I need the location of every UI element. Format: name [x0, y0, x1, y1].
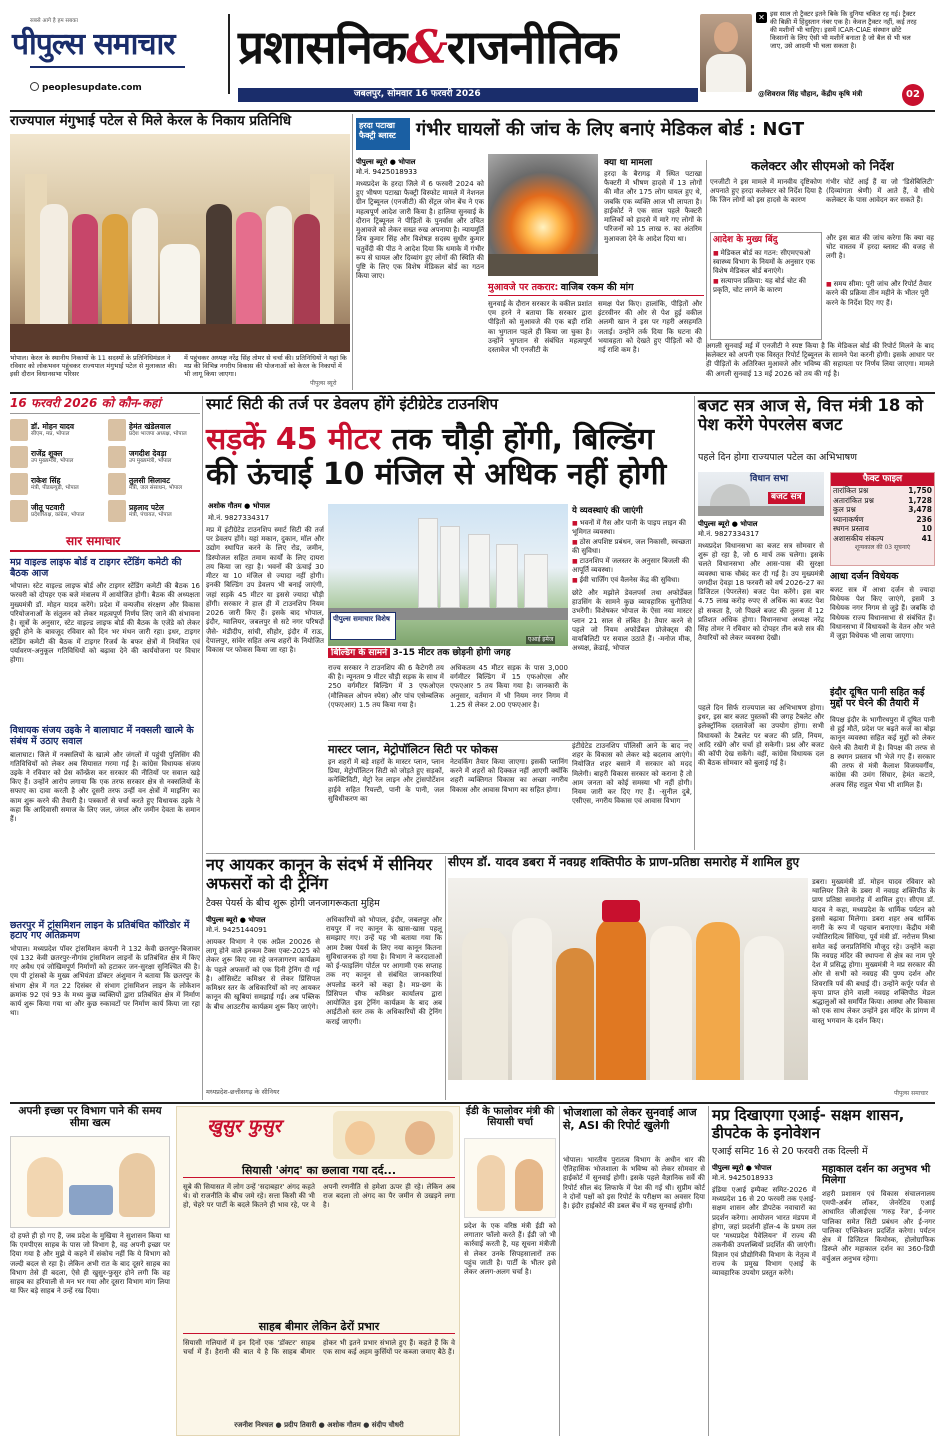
birthdays-grid	[10, 418, 200, 523]
list-head: ये व्यवस्थाएं की जाएंगी	[572, 506, 643, 516]
cm-body: डबरा। मुख्यमंत्री डॉ. मोहन यादव रविवार को ग्वालियर जिले के डबरा में नवग्रह शक्तिपीठ के प्राण प्रतिष्ठा समारोह में शामिल हुए। सीएम डॉ. यादव ने कहा, मध्यप्रदेश के धार्मिक पर्यटन को इससे बढ़ावा मिलेगा। डबरा शहर अब धार्मिक नगरी के रूप में पहचान बनाएगा। केंद्रीय मंत्री ज्योतिरादित्य सिंधिया, पूर्व मंत्री डॉ. नरोत्तम मिश्रा समेत कई जनप्रतिनिधि मौजूद रहे। उन्होंने कहा कि नवग्रह मंदिर की स्थापना से क्षेत्र का नाम पूरे देश में प्रसिद्ध होगा। मुख्यमंत्री ने मप्र सरकार की ओर से सभी को नवग्रह की पुण्य दर्शन और शिवरात्रि पर्व की बधाई दी। उन्होंने कर्पूर पर्वत से कृपा प्राप्त होने वाली नवग्रह शक्तिपीठ मेडल श्रद्धालुओं को समर्पित किया। आस्था और विकास को एक साथ लेकर उन्होंने इस मंदिर के प्रांगण में वास्तु भगवान के दर्शन किए।	[812, 878, 935, 1025]
mahakal-body: शहरी प्रशासन एवं विकास संचालनालय एमपी-अर्बन लॉकर, जेनरेटिव एआई आधारित जीआईएस 'गरुड़ रेंज', ई-नगर पालिका समेत सिटी प्रबंधन और ई-नगर पालिका एप्लिकेशन प्रदर्शित करेगा। पर्यटन क्षेत्र में डिजिटल कियोस्क, होलोग्राफिक डिस्प्ले और महाकाल दर्शन का 360-डिग्री वर्चुअल अनुभव रहेगा।	[822, 1190, 935, 1263]
birthday-entry	[10, 472, 102, 496]
budget-sub: पहले दिन होगा राज्यपाल पटेल का अभिभाषण	[698, 452, 857, 463]
birthday-entry	[10, 418, 102, 442]
tweet-author: @शिवराज सिंह चौहान, केंद्रीय कृषि मंत्री	[758, 90, 863, 98]
tax-byline: पीपुल्स ब्यूरो ● भोपाल	[206, 916, 266, 924]
cm-photo	[448, 878, 808, 1080]
fact-label: ध्यानाकर्षण	[833, 514, 864, 524]
saar-title: सार समाचार	[10, 534, 200, 552]
label-budget: बजट सत्र	[768, 492, 805, 504]
avatar	[108, 500, 126, 522]
smartcity-list-box	[572, 506, 692, 742]
cartoon-story	[10, 1106, 170, 1436]
collector-foot: अगली सुनवाई मई में एनजीटी ने स्पष्ट किया है कि मेडिकल बोर्ड की रिपोर्ट मिलने के बाद कलेक्टर को अपनी एक विस्तृत रिपोर्ट ट्रिब्यूनल के सामने पेश करनी होगी। इसके आधार पर ही पीड़ितों के अतिरिक्त मुआवजे और भविष्य की सहायता पर निर्णय लिया जाएगा। मामले की अगली सुनवाई 13 मई 2026 को तय की गई है।	[706, 342, 934, 378]
fact-value: 10	[921, 524, 932, 534]
saar-b1: भोपाल। स्टेट वाइल्ड लाइफ बोर्ड और टाइगर स्टेंडिंग कमेटी की बैठक 16 फरवरी को दोपहर एक बजे मंत्रालय में आयोजित होगी। बैठक की अध्यक्षता मुख्यमंत्री डॉ. मोहन यादव करेंगे। प्रदेश में वन्यजीव संरक्षण और विकास परियोजनाओं के संतुलन को लेकर महत्वपूर्ण निर्णय लिए जाने की संभावना है। सूत्रों के अनुसार, स्टेट वाइल्ड लाइफ बोर्ड की बैठक के एजेंडे को लेकर छुट्टी होने के बावजूद रविवार को दिन भर मंथन जारी रहा। इधर, टाइगर स्टेंडिंग कमेटी की बैठक में टाइगर रिजर्व के बफर क्षेत्रों में नियंत्रित एवं पर्यावरण-अनुकूल गतिविधियों को बढ़ावा देने की कार्ययोजना पर विचार होगा।	[10, 582, 200, 665]
bhoj-head: भोजशाला को लेकर सुनवाई आज से, ASI की रिपोर्ट खुलेगी	[563, 1106, 697, 1133]
bhoj-story	[563, 1106, 705, 1436]
birthdays-title: 16 फरवरी 2026 को कौन-कहां	[10, 396, 200, 414]
col-divider-4	[694, 396, 695, 850]
ngt-what-head: क्या था मामला	[604, 158, 653, 168]
ngt-what-body: हरदा के बैरागढ़ में स्थित पटाखा फैक्टरी में भीषण हादसे में 13 लोगों की मौत और 175 लोग घायल हुए थे, जबकि एक व्यक्ति आज भी लापता है। हाईकोर्ट ने एक साल पहले फैक्टरी मालिकों को हादसे में मारे गए लोगों के परिजनों को 15 लाख रु. का अंतरिम मुआवजा देने के आदेश दिया था।	[604, 170, 702, 243]
ngt-mobile: मो.नं. 9425018933	[356, 168, 418, 176]
website-link[interactable]	[30, 82, 142, 95]
collector-time	[826, 280, 934, 340]
list-item: ■ टाउनशिप में जलस्तर के अनुसार बिजली की आपूर्ति व्यवस्था।	[572, 557, 692, 576]
smartcity-story	[206, 396, 692, 852]
birthday-text	[129, 422, 187, 439]
list-item: ■ भवनों में गैस और पानी के पाइप लाइन की भूमिगत व्यवस्था।	[572, 519, 692, 538]
fact-row	[831, 524, 934, 534]
ed-cartoon	[464, 1138, 556, 1218]
ngt-body: मध्यप्रदेश के हरदा जिले में 6 फरवरी 2024 को हुए भीषण पटाखा फैक्ट्री विस्फोट मामले में नेशनल ग्रीन ट्रिब्यूनल (एनजीटी) की सेंट्रल जोन बेंच ने एक महत्वपूर्ण आदेश जारी किया है। हालिया सुनवाई के दौरान ट्रिब्यूनल ने पीड़ितों के पुनर्वास और उचित मुआवजे को लेकर सख्त रुख अपनाया है। न्यायमूर्ति शिव कुमार सिंह और विशेषज्ञ सदस्य सुधीर कुमार चतुर्वेदी की पीठ ने आदेश दिया कि धमाके में गंभीर रूप से घायल और दिव्यांग हुए लोगों की स्थिति की पुष्टि के लिए एक विशेष मेडिकल बोर्ड का गठन किया जाए।	[356, 180, 484, 281]
birthday-text	[31, 422, 74, 439]
ngt-blast-photo	[488, 154, 598, 276]
khusur-fusur	[176, 1106, 460, 1436]
avatar	[10, 419, 28, 441]
governor-caption-left: भोपाल। केरल के स्थानीय निकायों के 11 सदस्यों के प्रतिनिधिमंडल ने रविवार को लोकभवन पहुंचकर राज्यपाल मंगुभाई पटेल से मुलाकात की। इसी दौरान विधानसभा परिसर	[10, 354, 177, 379]
list-quote-1: छोटे और मझोले डेवलपर्स तथा अफोर्डेबल हाउसिंग के सामने कुछ व्यावहारिक चुनौतियां उभरेंगी। विशेषकर भोपाल के ऐसा नया मास्टर प्लान 21 साल से लंबित है। तैयार करने से पहले जो नियम अफोर्डेबल प्रोजेक्ट्स की वायबिलिटी पर सवाल उठाते हैं। -मनोज मीक, अध्यक्ष, क्रेडाई, भोपाल	[572, 588, 692, 653]
row-rule-2	[206, 853, 935, 854]
birthday-where: प्रदेश भाजपा अध्यक्ष, भोपाल	[129, 431, 187, 438]
ngt-comp-body: सुनवाई के दौरान सरकार के वकील प्रशांत एम हरने ने बताया कि सरकार द्वारा पीड़ितों को मुआवजे की एक बड़ी राशि का भुगतान पहले ही किया जा चुका है। उन्होंने भुगतान से संबंधित महत्वपूर्ण दस्तावेज भी एनजीटी के	[488, 300, 592, 355]
birthday-where: प्रदेशाध्यक्ष, कांग्रेस, भोपाल	[31, 512, 85, 519]
collector-story	[706, 159, 935, 392]
tweet-box	[700, 10, 925, 106]
cm-headline: सीएम डॉ. यादव डबरा में नवग्रह शक्तिपीठ के प्राण-प्रतिष्ठा समारोह में शामिल हुए	[448, 855, 800, 869]
smartcity-sub-kicker: बिल्डिंग के सामने	[328, 648, 390, 658]
section-title	[238, 18, 708, 78]
ngt-headline: गंभीर घायलों की जांच के लिए बनाएं मेडिकल बोर्ड : NGT	[416, 119, 805, 140]
page-number: 02	[902, 84, 924, 106]
avatar	[108, 446, 126, 468]
points-list	[713, 249, 819, 296]
fact-value: 3,478	[908, 505, 932, 515]
saar-h2: विधायक संजय उइके ने बालाघाट में नक्सली खात्मे के संबंध में उठाए सवाल	[10, 725, 194, 747]
collector-body-right: गंभीर चोटें आई हैं या जो 'डिसेबिलिटी' (दिव्यांगता श्रेणी) में आते हैं, वे सीधे कलेक्टर के पास आवेदन कर सकते हैं।	[826, 178, 934, 205]
smartcity-master-head: मास्टर प्लान, मेट्रोपॉलिटन सिटी पर फोकस	[328, 740, 688, 756]
fact-note: शून्यकाल की 03 सूचनाएं	[854, 543, 911, 551]
tax-mobile: मो.नं. 9425144091	[206, 926, 268, 934]
masthead-divider	[228, 14, 230, 94]
smartcity-headline-red: सड़कें 45 मीटर	[206, 422, 382, 457]
birthday-text	[129, 449, 171, 466]
fact-label: कुल प्रश्न	[833, 505, 856, 515]
fact-table	[831, 486, 934, 544]
birthday-entry	[108, 499, 200, 523]
angad-body: सूबे की सियासत में लोग उन्हें 'सदाबहार' अंगद कहते थे। वो राजनीति के बीच जमे रहे। सत्ता किसी की भी हो, चेहरे पर पार्टी के बदले कितने ही भाव रहे, पर वे अपनी रणनीति से हमेशा ऊपर ही रहे। लेकिन अब राज बदला तो अंगद का पैर जमीन से उखड़ने लगा है।	[183, 1183, 455, 1210]
birthday-name: राजेंद्र शुक्ल	[31, 448, 63, 458]
indore-head: इंदौर दूषित पानी सहित कई मुद्दों पर घेरने की तैयारी में	[830, 687, 925, 709]
fact-value: 1,728	[908, 495, 932, 505]
ai-sub: एआई समिट 16 से 20 फरवरी तक दिल्ली में	[712, 1146, 868, 1157]
ed-body: प्रदेश के एक वरिष्ठ मंत्री ईडी को लगातार फॉलो करते हैं। ईडी जो भी कार्रवाई करती है, यह सूचना मंत्रीजी से लेकर उनके सिपहसालारों तक पहुंच जाती है। पार्टी के भीतर इसे लेकर अलग-अलग चर्चा है।	[464, 1222, 556, 1277]
minister-photo	[700, 14, 752, 92]
fact-value: 41	[921, 533, 932, 543]
smartcity-sub-rest: 3-15 मीटर तक छोड़नी होगी जगह	[392, 648, 511, 658]
points-head: आदेश के मुख्य बिंदु	[713, 235, 778, 245]
logo-underline	[30, 66, 185, 68]
row-rule-3	[10, 1102, 935, 1104]
fact-row	[831, 505, 934, 515]
governor-headline: राज्यपाल मंगुभाई पटेल से मिले केरल के निकाय प्रतिनिधि	[10, 113, 292, 129]
list-item: ■ ठोस अपशिष्ट प्रबंधन, जल निकासी, स्वच्छता की सुविधा।	[572, 538, 692, 557]
governor-caption-right: में पहुंचकर अध्यक्ष नरेंद्र सिंह तोमर से चर्चा की। प्रतिनिधियों ने यहां कि मप्र की विभिन्न नगरीय विकास की योजनाओं को केरल के निकायों में भी लागू किया जाएगा।	[184, 354, 347, 379]
birthday-text	[129, 503, 172, 520]
saar-b3: भोपाल। मध्यप्रदेश पॉवर ट्रांसमिशन कंपनी ने 132 केवी छतरपुर-बिजावर एवं 132 केवी छतरपुर-नौगांव ट्रांसमिशन लाइनों के प्रतिबंधित क्षेत्र में किए गए अवैध एवं जोखिमपूर्ण निर्माणों को हटाकर जन-सुरक्षा सुनिश्चित की है। एम पी ट्रांसको के मुख्य अभियंता डॉक्टर अंशुमान ने बताया कि छतरपुर के संभाग क्षेत्र में गत 22 दिसंबर से संभाग ट्रांसमिशन लाइन के लोकेशन क्रमांक 92 एवं 93 के मध्य कुछ व्यक्तियों द्वारा प्रतिबंधित क्षेत्र में निर्माण कार्य शुरू किया गया था और कुछ रुकावटों पर निर्माण कार्य किया जा रहा था।	[10, 944, 200, 1018]
section-title-amp: &	[406, 20, 447, 74]
ed-story	[464, 1106, 556, 1436]
cartoon-image	[10, 1136, 170, 1228]
budget-story	[698, 396, 935, 852]
birthday-where: मंत्री, पंचायत, भोपाल	[129, 512, 172, 519]
birthday-name: तुलसी सिलावट	[129, 475, 170, 485]
collector-body-left: एनजीटी ने इस मामले में मानवीय दृष्टिकोण अपनाते हुए हरदा कलेक्टर को निर्देश दिया है कि जिन लोगों को इस हादसे के कारण	[710, 178, 822, 205]
smartcity-mobile: मो.नं. 9827334317	[208, 514, 270, 522]
birthday-name: प्रहलाद पटेल	[129, 502, 164, 512]
birthday-entry	[10, 499, 102, 523]
cm-credit: पीपुल्स समाचार	[894, 1090, 929, 1097]
cm-story	[448, 856, 935, 1100]
birthday-entry	[108, 472, 200, 496]
vidhansabha-photo	[698, 472, 824, 516]
avatar	[108, 473, 126, 495]
avatar	[10, 473, 28, 495]
fact-label: स्थगन प्रस्ताव	[833, 524, 869, 534]
tax-story	[206, 856, 442, 1100]
smartcity-kicker: स्मार्ट सिटी की तर्ज पर डेवलप होंगे इंटीग्रेटेड टाउनशिप	[206, 395, 499, 413]
globe-icon	[30, 82, 39, 91]
col-divider-1	[352, 114, 353, 390]
saar-b2: बालाघाट। जिले में नक्सलियों के खात्मे और जंगलों में पहुंची पुलिसिंग की गतिविधियों को लेकर अब सियासत गरमा गई है। कांग्रेस विधायक संजय उइके ने रविवार को प्रेस कॉन्फ्रेंस कर सरकार की नीतियों पर सवाल खड़े किए हैं। उन्होंने आरोप लगाया कि एक तरफ सरकार क्षेत्र से नक्सलियों के सफाए का दावा करती है और दूसरी तरफ उन्हीं वन क्षेत्रों में माइनिंग का काम शुरू करने की तैयारी है। पत्रकारों से चर्चा करते हुए विधायक उइके ने कहा कि आदिवासी समाज के लिए जल, जंगल और जमीन देवता के समान हैं।	[10, 750, 200, 824]
ed-head: ईडी के फालोवर मंत्री की सियासी चर्चा	[465, 1106, 555, 1129]
ai-mobile: मो.नं. 9425018933	[712, 1174, 774, 1182]
birthday-text	[31, 476, 79, 493]
ai-byline: पीपुल्स ब्यूरो ● भोपाल	[712, 1164, 772, 1172]
label-vidhansabha: विधान सभा	[750, 474, 789, 484]
birthday-where: उप मुख्यमंत्री, भोपाल	[129, 458, 172, 465]
collector-headline: कलेक्टर और सीएमओ को निर्देश	[751, 159, 894, 173]
smartcity-byline: अशोक गौतम ● भोपाल	[208, 502, 270, 510]
birthday-name: राकेश सिंह	[31, 475, 61, 485]
fact-row	[831, 496, 934, 506]
masthead-rule	[10, 110, 935, 112]
fact-value: 1,750	[908, 486, 932, 495]
ngt-comp-body-2: समक्ष पेश किए। हालांकि, पीड़ितों और इंटरवीनर की ओर से पेश हुई वकील अलमी खान ने इस पर गहरी असहमति जताई। उन्होंने तर्क दिया कि घटना की भयावहता को देखते हुए पीड़ितों को दी गई राशि कम है।	[598, 300, 702, 355]
tax-body-1: आयकर विभाग ने एक अप्रैल 20026 से लागू होने वाले इनकम टैक्स एक्ट-2025 को लेकर शुरू किए जा रहे जनजागरण कार्यक्रम के पहले अफसरों को एक दिनी ट्रेनिंग दी गई है। ऑसिस्टेंट कमिश्नर से लेकर प्रिंसिपल कमिश्नर स्तर के अधिकारियों को नए आयकर कानून की खूबियां समझाई गईं। अब पब्लिक के बीच आउटरीच कार्यक्रम शुरू किए जाएंगे।	[206, 938, 320, 1011]
birthday-name: डॉ. मोहन यादव	[31, 421, 75, 431]
smartcity-sub	[328, 648, 568, 662]
fact-label: तारांकित प्रश्न	[833, 486, 869, 495]
website-text: peoplesupdate.com	[42, 83, 142, 93]
fact-label: अशासकीय संकल्प	[833, 533, 884, 543]
budget-body-2: पहले दिन सिर्फ राज्यपाल का अभिभाषण होगा। इधर, इस बार बजट पुस्तकों की जगह टैबलेट और इलेक्ट्रॉनिक दस्तावेजों का उपयोग होगा। सभी विधायकों के टैबलेट पर बजट की प्रति, नियम, आदि रखेंगे और चर्चा हो सकेगी। प्रश्न और बजट की कॉपी देख सकेंगे। वहीं, कांग्रेस विधायक दल की बैठक सोमवार को बुलाई गई है।	[698, 704, 824, 768]
smartcity-photo-brand	[330, 612, 396, 640]
smartcity-master-2: नेटवर्किंग तैयार किया जाएगा। इसकी प्लानिंग करने में शहरों को दिक्कत नहीं आएगी क्योंकि शहरी व्यक्तिगत विकास का अच्छा नगरीय विकास और आवास विभाग का सहित होगा।	[450, 758, 568, 794]
ngt-kicker: हरदा पटाखा फैक्ट्री ब्लास्ट	[356, 118, 410, 150]
budget-body: मध्यप्रदेश विधानसभा का बजट सत्र सोमवार से शुरू हो रहा है, जो 6 मार्च तक चलेगा। इसके चलते विधानसभा और आस-पास की सुरक्षा व्यवस्था चाक चौबंद कर दी गई है। उप मुख्यमंत्री जगदीश देवड़ा 18 फरवरी को वर्ष 2026-27 का डिजिटल (पेपरलेस) बजट पेश करेंगे। इस बार 4.75 लाख करोड़ रुपए से अधिक का बजट पेश हो सकता है, जो पिछले बजट की तुलना में 12 प्रतिशत अधिक होगा। विधानसभा अध्यक्ष नरेंद्र सिंह तोमर ने रविवार को दोपहर तीन बजे सत्र की तैयारियों को लेकर व्यवस्था देखी।	[698, 542, 824, 643]
birthday-where: मंत्री, जल संसाधन, भोपाल	[129, 485, 183, 492]
saar-h3: छतरपुर में ट्रांसमिशन लाइन के प्रतिबंधित कॉरिडोर में हटाए गए अतिक्रमण	[10, 919, 190, 942]
collector-points-box	[710, 232, 822, 340]
birthday-name: हेमंत खंडेलवाल	[129, 421, 171, 431]
photo-brand-text: पीपुल्स समाचार विशेष	[333, 615, 390, 623]
budget-byline: पीपुल्स ब्यूरो ● भोपाल	[698, 520, 758, 528]
birthday-text	[129, 476, 182, 493]
bhoj-body: भोपाल। भारतीय पुरातत्व विभाग के अधीन धार की ऐतिहासिक भोजशाला के भविष्य को लेकर सोमवार से हाईकोर्ट में सुनवाई होगी। इसके पहले वैज्ञानिक सर्वे की रिपोर्ट सील बंद लिफाफे में पेश की गई थी। सुप्रीम कोर्ट ने दोनों पक्षों को इस रिपोर्ट के परीक्षण का अवसर दिया है। इंदौर हाईकोर्ट की डबल बेंच में यह सुनवाई होगी।	[563, 1156, 705, 1211]
khusur-credits: रजनीश निश्चल ● प्रदीप तिवारी ● अशोक गौतम ● संदीप चौधरी	[234, 1421, 404, 1429]
fact-row	[831, 534, 934, 544]
budget-mobile: मो.नं. 9827334317	[698, 530, 760, 538]
smartcity-master-1: इन शहरों में बड़े शहरों के मास्टर प्लान, प्लान प्रिया, मेट्रोपॉलिटन सिटी को जोड़ते हुए सड़कों, कनेक्टिविटी, मेट्रो रेल लाइन और ट्रांसपोर्टेशन हाईवे सहित रियल्टी, पानी के पानी, जल सुविधीकरण का	[328, 758, 444, 803]
tax-body-2: अधिकारियों को भोपाल, इंदौर, जबलपुर और रायपुर में नए कानून के खास-खास पहलू समझाए गए। उन्हें यह भी बताया गया कि आम टैक्स पेयर्स के लिए नया कानून कितना सुविधाजनक हो गया है। विभाग ने करदाताओं को ई-फाइलिंग पोर्टल पर आगामी एक सप्ताह तक नए कानून से संबंधित जानकारियां अपलोड करने को कहा है। मप्र-छग के प्रिंसिपल चीफ कमिश्नर कार्यालय द्वारा आयोजित इस ट्रेनिंग कार्यक्रम के बाद अब आईटीओ स्तर तक के अधिकारियों की ट्रेनिंग कराई जाएगी।	[326, 916, 442, 1026]
birthday-entry	[10, 445, 102, 469]
birthday-where: सीएम, मप्र, भोपाल	[31, 431, 70, 438]
doctor-head: साहब बीमार लेकिन ढेरों प्रभार	[183, 1321, 455, 1334]
smartcity-photo-tag: एआई इमेज	[528, 636, 554, 643]
newspaper-logo[interactable]: पीपुल्स समाचार	[12, 27, 175, 62]
doctor-body: सियासी गलियारों में इन दिनों एक 'डॉक्टर' साहब चर्चा में हैं। हैरानी की बात ये है कि साहब बीमार होकर भी इतने प्रभार संभाले हुए हैं। कहते हैं कि वे एक साथ कई अहम कुर्सियों पर कब्जा जमाए बैठे हैं।	[183, 1339, 455, 1357]
col-divider-7	[708, 1106, 709, 1436]
row-rule-1	[10, 392, 935, 394]
ai-body: इंडिया एआई इम्पैक्ट समिट-2026 में मध्यप्रदेश 16 से 20 फरवरी तक एआई-सक्षम शासन और डीपटेक नवाचारों का प्रदर्शन करेगा। आयोजन भारत मंडपम में होगा, जहां प्रदर्शनी हॉल-4 के प्रथम तल पर 'मध्यप्रदेश पैवेलियन' में राज्य की तकनीकी उपलब्धियों प्रदर्शित की जाएंगी। विज्ञान एवं प्रौद्योगिकी विभाग के नेतृत्व में राज्य के प्रमुख विभाग एआई के व्यावहारिक उपयोग प्रस्तुत करेंगे।	[712, 1186, 816, 1278]
list-quote-2: इंटीग्रेटेड टाउनशिप पॉलिसी आने के बाद नए शहर के विकास को लेकर बड़े बदलाव आएंगे। नियोजित शहर बसाने में सरकार को मदद मिलेगी। बाहरी विकास सरकार को कराना है तो आम जनता को कोई समस्या भी नहीं होगी। नियम जारी कर दिए गए हैं। -सुनील दुबे, एसीएस, नगरीय विकास एवं आवास विभाग	[572, 742, 692, 806]
half-body: बजट सत्र में आधा दर्जन से ज्यादा विधेयक पेश किए जाएंगे, इसमें 3 विधेयक नगर निगम से जुड़े हैं। जबकि दो विधेयक राज्य विधानसभा से संबंधित हैं। विधानसभा में विधायकों के वेतन और भत्ते में जुड़ा विधेयक भी लाया जाएगा।	[830, 586, 935, 641]
section-title-b: राजनीतिक	[446, 20, 618, 74]
tagline: सबसे आगे है हम सबका	[30, 18, 78, 24]
ngt-sub-kicker: मुआवजे पर तकरार:	[488, 282, 559, 293]
birthday-name: जीतू पटवारी	[31, 502, 65, 512]
point-item: ■ सत्यापन प्रक्रिया: यह बोर्ड चोट की प्रकृति, चोट लगने के कारण	[713, 277, 819, 296]
fact-file	[830, 472, 935, 566]
birthday-name: जगदीश देवड़ा	[129, 448, 167, 458]
birthday-entry	[108, 445, 200, 469]
col-divider-6	[559, 1106, 560, 1436]
point-item: ■ मेडिकल बोर्ड का गठन: सीएमएचओ स्वास्थ्य विभाग के नियमों के अनुसार एक विशेष मेडिकल बोर्ड बनाएंगे।	[713, 249, 819, 277]
ngt-sub-rest: वाजिब रकम की मांग	[560, 282, 634, 293]
cartoon-head: अपनी इच्छा पर विभाग पाने की समय सीमा खत्म	[18, 1105, 162, 1129]
time-limit: ■ समय सीमा: पूरी जांच और रिपोर्ट तैयार करने की प्रक्रिया तीन महीने के भीतर पूरी करने के निर्देश दिए गए हैं।	[826, 280, 934, 308]
col-divider-3	[202, 396, 203, 1100]
khusur-title: खुसुर फुसुर	[207, 1116, 281, 1137]
angad-head: सियासी 'अंगद' का छलावा गया दर्द...	[183, 1165, 455, 1178]
birthday-where: उप मुख्यमंत्री, भोपाल	[31, 458, 74, 465]
x-icon: ✕	[756, 12, 767, 23]
fact-label: अतारांकित प्रश्न	[833, 495, 874, 505]
smartcity-headline	[206, 422, 692, 493]
collector-side: और इस बात की जांच करेगा कि क्या वह चोट वास्तव में हरदा ब्लास्ट की वजह से लगी है।	[826, 234, 934, 261]
tax-sub: टैक्स पेयर्स के बीच शुरू होगी जनजागरूकता मुहिम	[206, 898, 380, 909]
saar-samachar	[10, 534, 200, 1100]
ngt-byline: पीपुल्स ब्यूरो ● भोपाल	[356, 158, 416, 166]
avatar	[108, 419, 126, 441]
section-title-a: प्रशासनिक	[238, 20, 407, 74]
tweet-text: इस साल तो ट्रैक्टर इतने बिके कि दुनिया चकित रह गई। ट्रैक्टर की बिक्री में हिंदुस्तान नंबर एक है। केवल ट्रैक्टर नहीं, कई तरह की मशीनों भी चाहिए। इसमें ICAR-CIAE संस्थान छोटे किसानों के लिए ऐसी भी मशीनें बनाता है जो बैल से भी चल जाए, उसे आदमी भी चला सकता है।	[770, 10, 917, 51]
khusur-cartoon	[333, 1111, 453, 1159]
birthday-text	[31, 449, 73, 466]
col-divider-5	[445, 856, 446, 1100]
governor-photo	[10, 134, 350, 352]
masthead	[0, 0, 945, 108]
tax-headline: नए आयकर कानून के संदर्भ में सीनियर अफसरों को दी ट्रेनिंग	[206, 855, 433, 893]
birthday-entry	[108, 418, 200, 442]
governor-credit: पीपुल्स ब्यूरो	[310, 380, 337, 387]
smartcity-mid-2: अधिकतम 45 मीटर सड़क के पास 3,000 वर्गमीटर बिल्डिंग में 15 एफओएस और एफएआर 5 तय किया गया है। जानकारी के अनुसार, वर्तमान में भी नियम नगर निगम में 1.25 से लेकर 2.00 एफएआर है।	[450, 664, 568, 709]
fact-head: फैक्ट फाइल	[831, 473, 934, 486]
birthday-text	[31, 503, 84, 520]
fact-value: 236	[916, 514, 932, 524]
saar-h1: मप्र वाइल्ड लाइफ बोर्ड व टाइगर स्टेंडिंग कमेटी की बैठक आज	[10, 557, 182, 579]
smartcity-headline-rest: तक चौड़ी होंगी, बिल्डिंग की ऊंचाई 10 मंजिल से अधिक नहीं होगी	[206, 422, 667, 493]
smartcity-body: मप्र में इंटीग्रेटेड टाउनशिप स्मार्ट सिटी की तर्ज पर डेवलप होंगे। यहां मकान, दुकान, मॉल और उद्योग स्थापित करने के लिए रोड, जमीन, डिस्पोजल सहित तमाम कार्यों के लिए दायरा तय किया जा रहा है। भवनों की ऊंचाई 30 मीटर या 10 मंजिल से ज्यादा नहीं होगी। इनकी बिल्डिंग उप डेवलप भी बनाई जाएंगी, जहां सड़कें 45 मीटर या इससे ज्यादा चौड़ी होंगी। सरकार ने हाल ही में टाउनशिप नियम 2026 जारी किए हैं। इसके बाद भोपाल, इंदौर, ग्वालियर, जबलपुर से सटे नगर परिषदों जैसे- मंडीदीप, सांची, सीहोर, इंदौर में राऊ, देपालपुर, सांवेर सहित अन्य शहरों के नियोजित विकास पर फोकस किया जा रहा है।	[206, 526, 324, 655]
fact-row	[831, 486, 934, 496]
birthdays-box	[10, 396, 200, 530]
dateline: जबलपुर, सोमवार 16 फरवरी 2026	[354, 89, 481, 99]
ai-head: मप्र दिखाएगा एआई- सक्षम शासन, डीपटेक के इनोवेशन	[712, 1106, 905, 1142]
cartoon-body: दो हफ्ते ही हो गए हैं, जब प्रदेश के मुखिया ने सुशासन किया था कि एमपीएस साहब के पास जो विभाग है, वह अपनी इच्छा पर दिया गया है और मुझे ये कहने में संकोच नहीं कि ये विभाग को जल्दी बदल से रहा है। लेकिन अभी रात के बाद दूसरे साहब का विभाग तेसे ही बदला, ऐसे ही खुसुर-फुसुर होने लगी कि वह साहब का हरियाली से मन भर गया और दूसरा विभाग मांग लिया या फिर बड़े साहब ने उन्हें रख दिया।	[10, 1232, 170, 1296]
birthday-where: मंत्री, पीडब्ल्यूडी, भोपाल	[31, 485, 79, 492]
half-head: आधा दर्जन विधेयक	[830, 571, 899, 582]
budget-headline: बजट सत्र आज से, वित्त मंत्री 18 को पेश करेंगे पेपरलेस बजट	[698, 396, 923, 435]
indore-body: विपक्ष इंदौर के भागीरथपुरा में दूषित पानी से हुई मौतें, प्रदेश पर बढ़ते कर्ज का बोझ कानून व्यवस्था सहित कई मुद्दों को लेकर घेरने की तैयारी में है। विपक्ष की तरफ से 8 स्थगन प्रस्ताव भी भेजे गए हैं। सरकार की तरफ से मंत्री कैलाश विजयवर्गीय, कांग्रेस की उमंग सिंघार, हेमंत कटारे, अजय सिंह राहुल भैया भी शामिल हैं।	[830, 716, 935, 789]
ngt-sub-bar	[488, 282, 704, 296]
avatar	[10, 500, 28, 522]
mahakal-head: महाकाल दर्शन का अनुभव भी मिलेगा	[822, 1164, 931, 1187]
smartcity-mid-1: राज्य सरकार ने टाउनशिप की 6 कैटेगरी तय की है। न्यूनतम 9 मीटर चौड़ी सड़क के साथ में 250 वर्गमीटर बिल्डिंग में 3 एफओएल (मौलिकल ओपन स्पेस) और पांच एसेम्बलिक (एफएआर) 1.5 तय किया गया है।	[328, 664, 444, 709]
tax-tail: मध्यप्रदेश-छत्तीसगढ़ के सीनियर	[206, 1088, 280, 1096]
list-item: ■ ईवी चार्जिंग एवं वैलनेस केंद्र की सुविधा।	[572, 576, 692, 585]
fact-row	[831, 515, 934, 525]
col-divider-2	[706, 160, 707, 360]
ai-story	[712, 1106, 935, 1436]
avatar	[10, 446, 28, 468]
governor-story	[10, 114, 350, 389]
list-items	[572, 519, 692, 585]
